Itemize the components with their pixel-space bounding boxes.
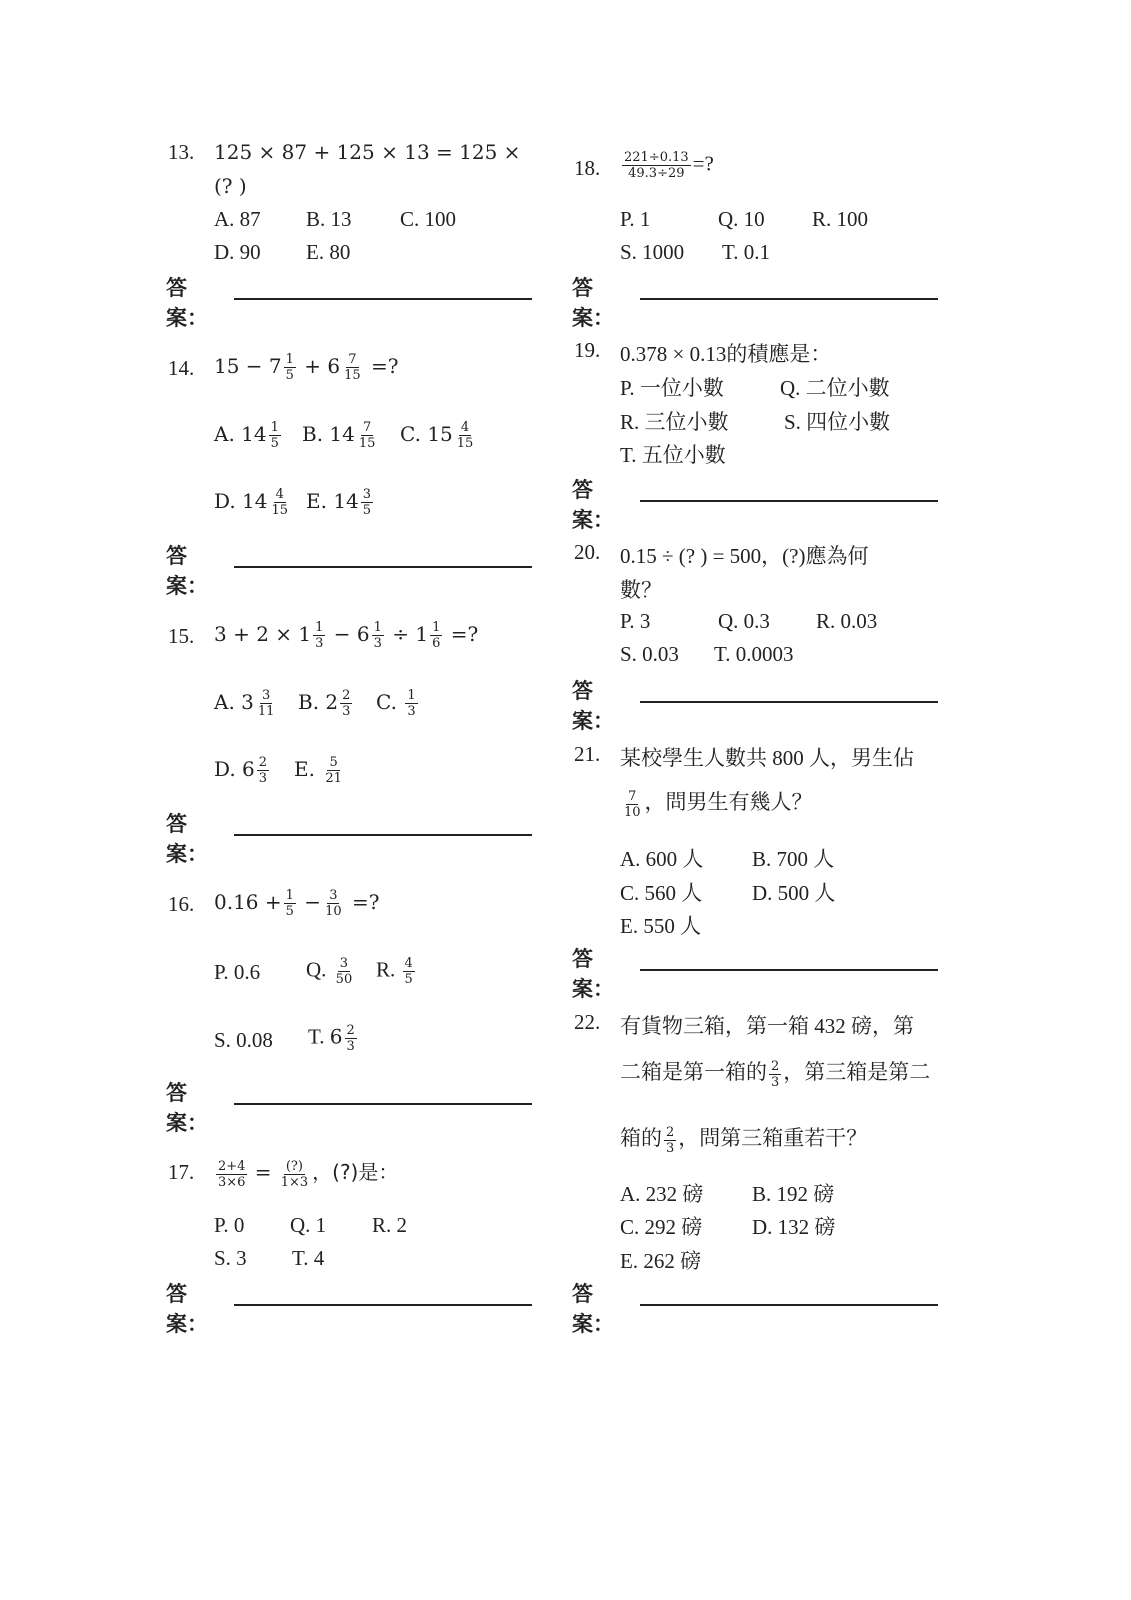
question-number: 18. [574,156,601,180]
option-b: B. 700 人 [752,847,835,871]
answer-label: 答案： [572,1282,614,1336]
option-a: A. 87 [214,207,261,231]
option-d: D. 132 磅 [752,1215,836,1239]
option-r: R. 三位小數 [620,410,729,434]
option-a: A. 600 人 [620,847,704,871]
option-e: E. 80 [306,240,351,264]
option-r: R. $\frac{4}{5}$ [376,956,413,987]
option-e: E. 262 磅 [620,1249,702,1273]
question-text: 0.16 + $\frac{1}{5}$ − $\frac{3}{10}$ =? [214,888,380,919]
answer-label: 答案： [166,276,208,330]
question-text-cont: 數？ [620,578,662,602]
question-number: 14. [168,356,195,380]
option-c: C. $\frac{1}{3}$ [376,688,416,719]
option-q: Q. 1 [290,1213,327,1237]
option-a: A. 14 $\frac{1}{5}$ [214,420,279,451]
option-d: D. 90 [214,240,261,264]
option-d: D. 500 人 [752,881,836,905]
answer-line[interactable] [234,1304,532,1306]
option-t: T. 0.0003 [714,642,794,666]
option-b: B. 192 磅 [752,1182,835,1206]
option-s: S. 0.08 [214,1028,273,1052]
option-s: S. 四位小數 [784,410,891,434]
question-text-cont: (? ) [214,174,247,198]
option-e: E. 14 $\frac{3}{5}$ [306,487,372,518]
option-c: C. 15 $\frac{4}{15}$ [400,420,474,451]
answer-line[interactable] [234,1103,532,1105]
option-c: C. 560 人 [620,881,703,905]
option-p: P. 0.6 [214,960,261,984]
option-c: C. 292 磅 [620,1215,703,1239]
answer-label: 答案： [572,478,614,532]
option-d: D. 14 $\frac{4}{15}$ [214,487,289,518]
answer-label: 答案： [166,812,208,866]
question-text-cont: $\frac{7}{10}$ ，問男生有幾人？ [624,788,813,820]
option-q: Q. 二位小數 [780,376,890,400]
option-s: S. 0.03 [620,642,679,666]
question-text: 0.378 × 0.13的積應是： [620,342,832,366]
answer-line[interactable] [640,298,938,300]
answer-label: 答案： [572,679,614,733]
question-text-cont-2: 箱的 $\frac{2}{3}$ ，問第三箱重若干？ [620,1124,868,1156]
option-q: Q. $\frac{3}{50}$ [306,956,353,987]
question-number: 22. [574,1010,601,1034]
answer-label: 答案： [166,544,208,598]
option-c: C. 100 [400,207,457,231]
question-number: 15. [168,624,195,648]
question-number: 19. [574,338,601,362]
question-text: 15 − 7 $\frac{1}{5}$ + 6 $\frac{7}{15}$ =? [214,352,399,383]
answer-label: 答案： [166,1081,208,1135]
option-q: Q. 0.3 [718,609,770,633]
question-text: $\frac{221\div 0.13}{49.3\div 29}$ =? [624,150,714,181]
answer-label: 答案： [572,276,614,330]
option-p: P. 1 [620,207,651,231]
question-text-cont: 二箱是第一箱的 $\frac{2}{3}$ ，第三箱是第二 [620,1058,931,1090]
option-e: E. 550 人 [620,914,702,938]
question-text: 125 × 87 + 125 × 13 = 125 × [214,140,521,164]
option-b: B. 14 $\frac{7}{15}$ [302,420,376,451]
question-number: 21. [574,742,601,766]
option-t: T. 6 $\frac{2}{3}$ [308,1023,355,1054]
question-number: 17. [168,1160,195,1184]
question-text: 3 + 2 × 1 $\frac{1}{3}$ − 6 $\frac{1}{3}$ ÷ 1 $\frac{1}{6}$ =? [214,620,479,651]
answer-line[interactable] [640,701,938,703]
option-q: Q. 10 [718,207,765,231]
option-s: S. 3 [214,1246,247,1270]
question-text: 0.15 ÷ (? ) = 500，(?)應為何 [620,544,869,568]
answer-line[interactable] [640,500,938,502]
question-number: 13. [168,140,195,164]
option-r: R. 2 [372,1213,408,1237]
question-number: 20. [574,540,601,564]
option-r: R. 100 [812,207,869,231]
answer-label: 答案： [572,947,614,1001]
answer-line[interactable] [234,834,532,836]
answer-label: 答案： [166,1282,208,1336]
option-b: B. 2 $\frac{2}{3}$ [298,688,351,719]
option-r: R. 0.03 [816,609,878,633]
option-t: T. 0.1 [722,240,771,264]
option-t: T. 五位小數 [620,443,726,467]
question-number: 16. [168,892,195,916]
option-t: T. 4 [292,1246,325,1270]
question-text: $\frac{2+4}{3\times 6}$ = $\frac{(?)}{1\times 3}$ ，(?)是： [218,1158,399,1190]
question-text: 有貨物三箱，第一箱 432 磅，第 [620,1014,914,1038]
answer-line[interactable] [234,566,532,568]
answer-line[interactable] [234,298,532,300]
answer-line[interactable] [640,969,938,971]
option-e: E. $\frac{5}{21}$ [294,755,342,786]
option-p: P. 0 [214,1213,245,1237]
answer-line[interactable] [640,1304,938,1306]
option-a: A. 232 磅 [620,1182,704,1206]
option-p: P. 3 [620,609,651,633]
question-text: 某校學生人數共 800 人，男生佔 [620,746,914,770]
option-p: P. 一位小數 [620,376,724,400]
option-a: A. 3 $\frac{3}{11}$ [214,688,275,719]
option-d: D. 6 $\frac{2}{3}$ [214,755,268,786]
option-b: B. 13 [306,207,352,231]
option-s: S. 1000 [620,240,685,264]
